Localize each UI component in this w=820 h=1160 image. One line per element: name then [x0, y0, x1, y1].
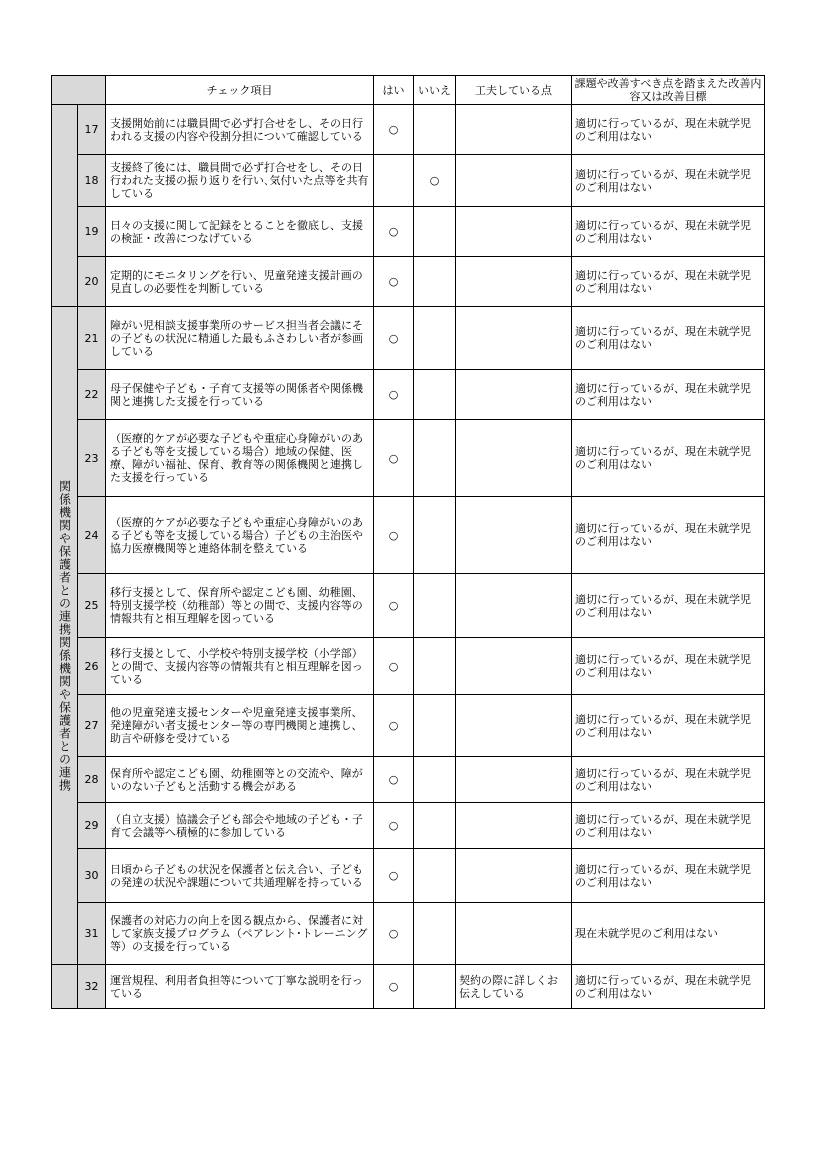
- table-row: [52, 638, 765, 695]
- kadai-text: 適切に行っているが、現在未就学児のご利用はない: [572, 370, 765, 420]
- table-row: [52, 757, 765, 803]
- table-row: [52, 420, 765, 497]
- kufu-text: [456, 574, 572, 638]
- self-evaluation-table: [51, 75, 765, 1009]
- row-number: 20: [78, 257, 106, 307]
- check-item-text: （医療的ケアが必要な子どもや重症心身障がいのある子ども等を支援している場合）地域の保健、医療、障がい福祉、保育、教育等の関係機関と連携した支援を行っている: [106, 420, 374, 497]
- kufu-text: [456, 370, 572, 420]
- yes-mark: ○: [374, 307, 414, 370]
- kadai-text: 適切に行っているが、現在未就学児のご利用はない: [572, 849, 765, 903]
- no-mark: [414, 638, 456, 695]
- yes-mark: ○: [374, 757, 414, 803]
- no-mark: [414, 207, 456, 257]
- row-number: 27: [78, 695, 106, 757]
- kadai-text: 適切に行っているが、現在未就学児のご利用はない: [572, 307, 765, 370]
- row-number: 21: [78, 307, 106, 370]
- yes-mark: [374, 155, 414, 207]
- check-item-text: 母子保健や子ども・子育て支援等の関係者や関係機関と連携した支援を行っている: [106, 370, 374, 420]
- kadai-text: 適切に行っているが、現在未就学児のご利用はない: [572, 155, 765, 207]
- kadai-text: 適切に行っているが、現在未就学児のご利用はない: [572, 207, 765, 257]
- yes-mark: ○: [374, 803, 414, 849]
- check-item-text: 運営規程、利用者負担等について丁寧な説明を行っている: [106, 965, 374, 1009]
- header-kufu: 工夫している点: [456, 76, 572, 105]
- kufu-text: [456, 695, 572, 757]
- row-number: 26: [78, 638, 106, 695]
- kufu-text: [456, 155, 572, 207]
- check-item-text: 移行支援として、保育所や認定こども園、幼稚園、特別支援学校（幼稚部）等との間で、支援内容等の情報共有と相互理解を図っている: [106, 574, 374, 638]
- row-number: 23: [78, 420, 106, 497]
- table-row: [52, 370, 765, 420]
- check-item-text: 支援終了後には、職員間で必ず打合せをし、その日行われた支援の振り返りを行い､気付いた点等を共有している: [106, 155, 374, 207]
- row-number: 32: [78, 965, 106, 1009]
- kadai-text: 適切に行っているが、現在未就学児のご利用はない: [572, 497, 765, 574]
- yes-mark: ○: [374, 105, 414, 155]
- table-row: [52, 574, 765, 638]
- no-mark: [414, 803, 456, 849]
- kadai-text: 適切に行っているが、現在未就学児のご利用はない: [572, 257, 765, 307]
- no-mark: [414, 307, 456, 370]
- kufu-text: [456, 257, 572, 307]
- kufu-text: [456, 849, 572, 903]
- check-item-text: 移行支援として、小学校や特別支援学校（小学部）との間で、支援内容等の情報共有と相互理解を図っている: [106, 638, 374, 695]
- yes-mark: ○: [374, 849, 414, 903]
- kadai-text: 適切に行っているが、現在未就学児のご利用はない: [572, 638, 765, 695]
- table-row: [52, 695, 765, 757]
- table-row: [52, 497, 765, 574]
- yes-mark: ○: [374, 695, 414, 757]
- kadai-text: 適切に行っているが、現在未就学児のご利用はない: [572, 420, 765, 497]
- row-number: 25: [78, 574, 106, 638]
- no-mark: [414, 849, 456, 903]
- kufu-text: [456, 307, 572, 370]
- kufu-text: [456, 638, 572, 695]
- kadai-text: 適切に行っているが、現在未就学児のご利用はない: [572, 574, 765, 638]
- table-row: [52, 803, 765, 849]
- no-mark: ○: [414, 155, 456, 207]
- header-kadai: 課題や改善すべき点を踏まえた改善内容又は改善目標: [572, 76, 765, 105]
- yes-mark: ○: [374, 638, 414, 695]
- category-cell-renkei: [52, 307, 78, 965]
- header-yes: はい: [374, 76, 414, 105]
- kufu-text: [456, 420, 572, 497]
- kadai-text: 現在未就学児のご利用はない: [572, 903, 765, 965]
- kufu-text: [456, 903, 572, 965]
- table-row: [52, 155, 765, 207]
- check-item-text: 他の児童発達支援センターや児童発達支援事業所、発達障がい者支援センター等の専門機関と連携し、助言や研修を受けている: [106, 695, 374, 757]
- no-mark: [414, 105, 456, 155]
- no-mark: [414, 757, 456, 803]
- yes-mark: ○: [374, 965, 414, 1009]
- row-number: 30: [78, 849, 106, 903]
- kufu-text: [456, 207, 572, 257]
- header-blank-cell: [52, 76, 106, 105]
- table-row: [52, 965, 765, 1009]
- table-row: [52, 207, 765, 257]
- no-mark: [414, 695, 456, 757]
- kadai-text: 適切に行っているが、現在未就学児のご利用はない: [572, 965, 765, 1009]
- yes-mark: ○: [374, 257, 414, 307]
- check-item-text: 障がい児相談支援事業所のサービス担当者会議にその子どもの状況に精通した最もふさわしい者が参画している: [106, 307, 374, 370]
- kadai-text: 適切に行っているが、現在未就学児のご利用はない: [572, 757, 765, 803]
- category-cell-blank-bottom: [52, 965, 78, 1009]
- check-item-text: （医療的ケアが必要な子どもや重症心身障がいのある子ども等を支援している場合）子どもの主治医や協力医療機関等と連絡体制を整えている: [106, 497, 374, 574]
- check-item-text: 日頃から子どもの状況を保護者と伝え合い、子どもの発達の状況や課題について共通理解を持っている: [106, 849, 374, 903]
- check-item-text: 定期的にモニタリングを行い、児童発達支援計画の見直しの必要性を判断している: [106, 257, 374, 307]
- row-number: 29: [78, 803, 106, 849]
- yes-mark: ○: [374, 903, 414, 965]
- no-mark: [414, 903, 456, 965]
- check-item-text: 保護者の対応力の向上を図る観点から、保護者に対して家族支援プログラム（ペアレント･トレーニング等）の支援を行っている: [106, 903, 374, 965]
- yes-mark: ○: [374, 207, 414, 257]
- kufu-text: [456, 757, 572, 803]
- header-check-item: チェック項目: [106, 76, 374, 105]
- no-mark: [414, 574, 456, 638]
- no-mark: [414, 965, 456, 1009]
- kufu-text: [456, 497, 572, 574]
- yes-mark: ○: [374, 497, 414, 574]
- header-no: いいえ: [414, 76, 456, 105]
- table-row: [52, 257, 765, 307]
- check-item-text: 日々の支援に関して記録をとることを徹底し、支援の検証・改善につなげている: [106, 207, 374, 257]
- no-mark: [414, 420, 456, 497]
- row-number: 24: [78, 497, 106, 574]
- kufu-text: [456, 803, 572, 849]
- no-mark: [414, 497, 456, 574]
- row-number: 18: [78, 155, 106, 207]
- table-row: [52, 105, 765, 155]
- row-number: 22: [78, 370, 106, 420]
- check-item-text: 支援開始前には職員間で必ず打合せをし、その日行われる支援の内容や役割分担について確認している: [106, 105, 374, 155]
- check-item-text: （自立支援）協議会子ども部会や地域の子ども・子育て会議等へ積極的に参加している: [106, 803, 374, 849]
- row-number: 19: [78, 207, 106, 257]
- kadai-text: 適切に行っているが、現在未就学児のご利用はない: [572, 695, 765, 757]
- no-mark: [414, 370, 456, 420]
- table-row: [52, 307, 765, 370]
- no-mark: [414, 257, 456, 307]
- row-number: 17: [78, 105, 106, 155]
- kufu-text: 契約の際に詳しくお伝えしている: [456, 965, 572, 1009]
- category-cell-blank-top: [52, 105, 78, 307]
- row-number: 31: [78, 903, 106, 965]
- table-header-row: [52, 76, 765, 105]
- table-row: [52, 903, 765, 965]
- kadai-text: 適切に行っているが、現在未就学児のご利用はない: [572, 105, 765, 155]
- check-item-text: 保育所や認定こども園、幼稚園等との交流や、障がいのない子どもと活動する機会がある: [106, 757, 374, 803]
- kufu-text: [456, 105, 572, 155]
- row-number: 28: [78, 757, 106, 803]
- yes-mark: ○: [374, 420, 414, 497]
- category-label: 関係機関や保護者との連携関係機関や保護者との連携: [57, 479, 72, 792]
- yes-mark: ○: [374, 370, 414, 420]
- kadai-text: 適切に行っているが、現在未就学児のご利用はない: [572, 803, 765, 849]
- table-row: [52, 849, 765, 903]
- yes-mark: ○: [374, 574, 414, 638]
